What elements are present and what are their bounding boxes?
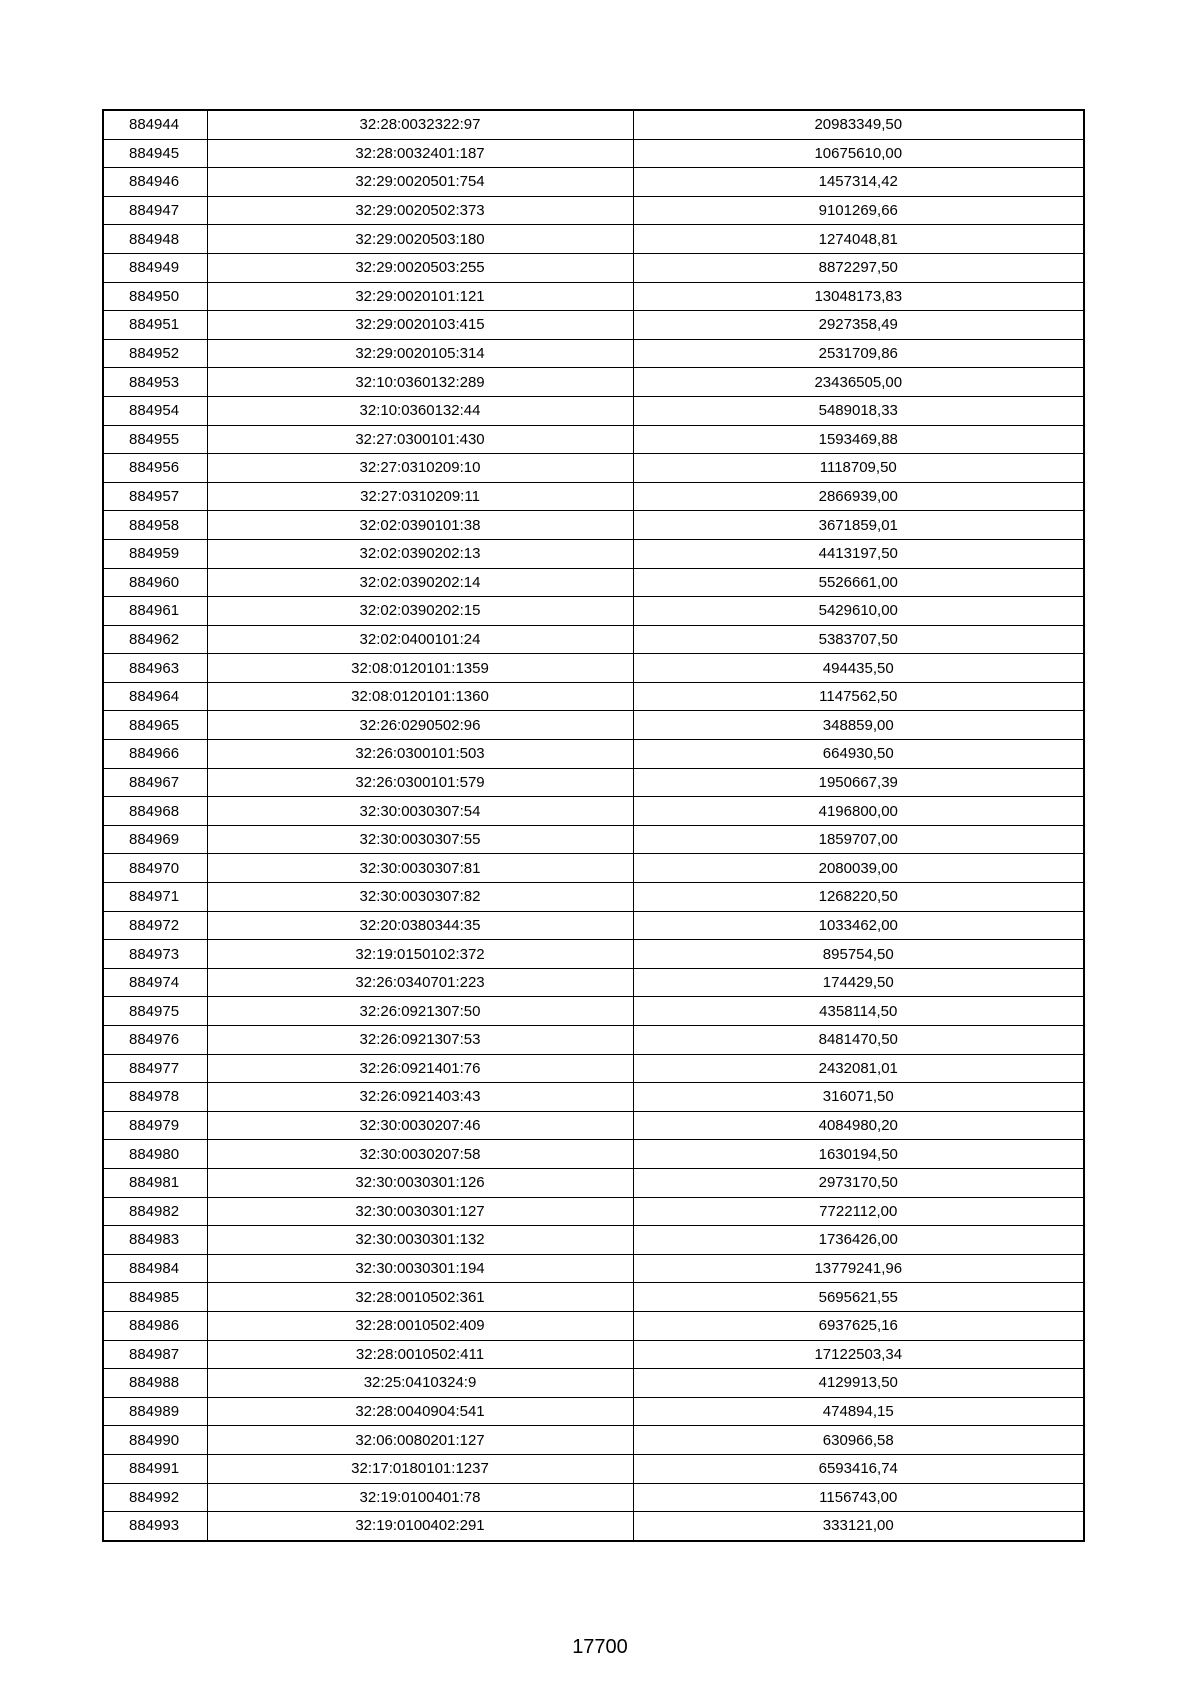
cadastral-value-cell: 20983349,50 bbox=[633, 110, 1084, 139]
cadastral-value-cell: 17122503,34 bbox=[633, 1340, 1084, 1369]
cadastral-number-cell: 32:30:0030207:46 bbox=[207, 1111, 633, 1140]
cadastral-value-cell: 13779241,96 bbox=[633, 1254, 1084, 1283]
row-number-cell: 884983 bbox=[103, 1226, 207, 1255]
table-row bbox=[103, 740, 1084, 769]
row-number-cell: 884951 bbox=[103, 311, 207, 340]
row-number-cell: 884956 bbox=[103, 454, 207, 483]
row-number-cell: 884989 bbox=[103, 1397, 207, 1426]
cadastral-number-cell: 32:26:0921307:50 bbox=[207, 997, 633, 1026]
table-row bbox=[103, 568, 1084, 597]
cadastral-value-cell: 8481470,50 bbox=[633, 1026, 1084, 1055]
cadastral-number-cell: 32:02:0390202:13 bbox=[207, 539, 633, 568]
row-number-cell: 884980 bbox=[103, 1140, 207, 1169]
cadastral-number-cell: 32:19:0150102:372 bbox=[207, 940, 633, 969]
cadastral-number-cell: 32:29:0020105:314 bbox=[207, 339, 633, 368]
row-number-cell: 884953 bbox=[103, 368, 207, 397]
table-row bbox=[103, 425, 1084, 454]
row-number-cell: 884976 bbox=[103, 1026, 207, 1055]
table-row bbox=[103, 1026, 1084, 1055]
table-row bbox=[103, 1168, 1084, 1197]
table-body bbox=[103, 110, 1084, 1541]
row-number-cell: 884978 bbox=[103, 1083, 207, 1112]
cadastral-value-cell: 5489018,33 bbox=[633, 396, 1084, 425]
cadastral-number-cell: 32:02:0390202:15 bbox=[207, 597, 633, 626]
page-number: 17700 bbox=[572, 1636, 628, 1658]
table-row bbox=[103, 797, 1084, 826]
cadastral-number-cell: 32:29:0020501:754 bbox=[207, 168, 633, 197]
cadastral-number-cell: 32:30:0030301:127 bbox=[207, 1197, 633, 1226]
table-row bbox=[103, 311, 1084, 340]
cadastral-value-cell: 1593469,88 bbox=[633, 425, 1084, 454]
table-row bbox=[103, 454, 1084, 483]
row-number-cell: 884966 bbox=[103, 740, 207, 769]
table-row bbox=[103, 854, 1084, 883]
cadastral-value-cell: 5429610,00 bbox=[633, 597, 1084, 626]
cadastral-value-cell: 6937625,16 bbox=[633, 1311, 1084, 1340]
cadastral-value-cell: 664930,50 bbox=[633, 740, 1084, 769]
row-number-cell: 884975 bbox=[103, 997, 207, 1026]
cadastral-value-cell: 630966,58 bbox=[633, 1426, 1084, 1455]
cadastral-value-cell: 1736426,00 bbox=[633, 1226, 1084, 1255]
table-row bbox=[103, 539, 1084, 568]
table-row bbox=[103, 196, 1084, 225]
table-row bbox=[103, 1283, 1084, 1312]
cadastral-value-cell: 4084980,20 bbox=[633, 1111, 1084, 1140]
cadastral-value-cell: 1457314,42 bbox=[633, 168, 1084, 197]
table-row bbox=[103, 110, 1084, 139]
row-number-cell: 884946 bbox=[103, 168, 207, 197]
cadastral-value-cell: 9101269,66 bbox=[633, 196, 1084, 225]
row-number-cell: 884985 bbox=[103, 1283, 207, 1312]
table-row bbox=[103, 968, 1084, 997]
cadastral-value-cell: 10675610,00 bbox=[633, 139, 1084, 168]
cadastral-number-cell: 32:28:0032401:187 bbox=[207, 139, 633, 168]
row-number-cell: 884950 bbox=[103, 282, 207, 311]
cadastral-value-cell: 895754,50 bbox=[633, 940, 1084, 969]
cadastral-number-cell: 32:25:0410324:9 bbox=[207, 1369, 633, 1398]
cadastral-number-cell: 32:30:0030301:194 bbox=[207, 1254, 633, 1283]
cadastral-number-cell: 32:28:0032322:97 bbox=[207, 110, 633, 139]
row-number-cell: 884973 bbox=[103, 940, 207, 969]
row-number-cell: 884949 bbox=[103, 253, 207, 282]
cadastral-number-cell: 32:26:0921401:76 bbox=[207, 1054, 633, 1083]
table-row bbox=[103, 997, 1084, 1026]
cadastral-number-cell: 32:26:0290502:96 bbox=[207, 711, 633, 740]
cadastral-value-cell: 2866939,00 bbox=[633, 482, 1084, 511]
table-row bbox=[103, 911, 1084, 940]
table-row bbox=[103, 597, 1084, 626]
row-number-cell: 884968 bbox=[103, 797, 207, 826]
row-number-cell: 884974 bbox=[103, 968, 207, 997]
cadastral-number-cell: 32:02:0390101:38 bbox=[207, 511, 633, 540]
row-number-cell: 884979 bbox=[103, 1111, 207, 1140]
row-number-cell: 884972 bbox=[103, 911, 207, 940]
cadastral-number-cell: 32:30:0030307:55 bbox=[207, 825, 633, 854]
row-number-cell: 884987 bbox=[103, 1340, 207, 1369]
row-number-cell: 884963 bbox=[103, 654, 207, 683]
cadastral-number-cell: 32:26:0300101:503 bbox=[207, 740, 633, 769]
cadastral-number-cell: 32:30:0030301:132 bbox=[207, 1226, 633, 1255]
cadastral-number-cell: 32:19:0100402:291 bbox=[207, 1512, 633, 1541]
cadastral-value-cell: 2927358,49 bbox=[633, 311, 1084, 340]
table-row bbox=[103, 1083, 1084, 1112]
cadastral-number-cell: 32:30:0030301:126 bbox=[207, 1168, 633, 1197]
table-row bbox=[103, 1197, 1084, 1226]
cadastral-number-cell: 32:30:0030307:81 bbox=[207, 854, 633, 883]
cadastral-value-cell: 2531709,86 bbox=[633, 339, 1084, 368]
table-row bbox=[103, 1311, 1084, 1340]
cadastral-value-cell: 316071,50 bbox=[633, 1083, 1084, 1112]
cadastral-value-cell: 1630194,50 bbox=[633, 1140, 1084, 1169]
table-row bbox=[103, 282, 1084, 311]
cadastral-value-cell: 1274048,81 bbox=[633, 225, 1084, 254]
table-row bbox=[103, 1483, 1084, 1512]
row-number-cell: 884954 bbox=[103, 396, 207, 425]
cadastral-value-cell: 5526661,00 bbox=[633, 568, 1084, 597]
cadastral-number-cell: 32:30:0030307:82 bbox=[207, 883, 633, 912]
table-row bbox=[103, 253, 1084, 282]
row-number-cell: 884992 bbox=[103, 1483, 207, 1512]
row-number-cell: 884957 bbox=[103, 482, 207, 511]
table-row bbox=[103, 883, 1084, 912]
row-number-cell: 884965 bbox=[103, 711, 207, 740]
cadastral-value-cell: 2080039,00 bbox=[633, 854, 1084, 883]
cadastral-value-cell: 4129913,50 bbox=[633, 1369, 1084, 1398]
cadastral-value-cell: 6593416,74 bbox=[633, 1454, 1084, 1483]
cadastral-number-cell: 32:02:0390202:14 bbox=[207, 568, 633, 597]
row-number-cell: 884971 bbox=[103, 883, 207, 912]
cadastral-number-cell: 32:29:0020503:180 bbox=[207, 225, 633, 254]
cadastral-value-table bbox=[102, 109, 1085, 1542]
cadastral-value-cell: 494435,50 bbox=[633, 654, 1084, 683]
table-row bbox=[103, 1426, 1084, 1455]
cadastral-number-cell: 32:10:0360132:289 bbox=[207, 368, 633, 397]
cadastral-value-cell: 1147562,50 bbox=[633, 682, 1084, 711]
cadastral-number-cell: 32:27:0300101:430 bbox=[207, 425, 633, 454]
cadastral-number-cell: 32:28:0040904:541 bbox=[207, 1397, 633, 1426]
row-number-cell: 884982 bbox=[103, 1197, 207, 1226]
cadastral-number-cell: 32:28:0010502:411 bbox=[207, 1340, 633, 1369]
cadastral-number-cell: 32:27:0310209:11 bbox=[207, 482, 633, 511]
cadastral-value-cell: 348859,00 bbox=[633, 711, 1084, 740]
cadastral-number-cell: 32:26:0340701:223 bbox=[207, 968, 633, 997]
table-row bbox=[103, 825, 1084, 854]
cadastral-value-cell: 2432081,01 bbox=[633, 1054, 1084, 1083]
cadastral-value-cell: 333121,00 bbox=[633, 1512, 1084, 1541]
row-number-cell: 884952 bbox=[103, 339, 207, 368]
cadastral-number-cell: 32:26:0300101:579 bbox=[207, 768, 633, 797]
table-row bbox=[103, 1254, 1084, 1283]
table-row bbox=[103, 225, 1084, 254]
cadastral-value-cell: 23436505,00 bbox=[633, 368, 1084, 397]
row-number-cell: 884991 bbox=[103, 1454, 207, 1483]
cadastral-number-cell: 32:29:0020101:121 bbox=[207, 282, 633, 311]
cadastral-value-cell: 1859707,00 bbox=[633, 825, 1084, 854]
cadastral-value-cell: 1268220,50 bbox=[633, 883, 1084, 912]
cadastral-number-cell: 32:30:0030207:58 bbox=[207, 1140, 633, 1169]
cadastral-value-cell: 7722112,00 bbox=[633, 1197, 1084, 1226]
row-number-cell: 884948 bbox=[103, 225, 207, 254]
row-number-cell: 884986 bbox=[103, 1311, 207, 1340]
row-number-cell: 884981 bbox=[103, 1168, 207, 1197]
table-row bbox=[103, 1454, 1084, 1483]
table-row bbox=[103, 339, 1084, 368]
cadastral-number-cell: 32:02:0400101:24 bbox=[207, 625, 633, 654]
cadastral-value-cell: 1156743,00 bbox=[633, 1483, 1084, 1512]
cadastral-number-cell: 32:17:0180101:1237 bbox=[207, 1454, 633, 1483]
cadastral-number-cell: 32:10:0360132:44 bbox=[207, 396, 633, 425]
cadastral-value-cell: 474894,15 bbox=[633, 1397, 1084, 1426]
cadastral-value-cell: 1118709,50 bbox=[633, 454, 1084, 483]
table-row bbox=[103, 139, 1084, 168]
cadastral-number-cell: 32:26:0921403:43 bbox=[207, 1083, 633, 1112]
cadastral-number-cell: 32:29:0020502:373 bbox=[207, 196, 633, 225]
table-row bbox=[103, 482, 1084, 511]
row-number-cell: 884947 bbox=[103, 196, 207, 225]
table-row bbox=[103, 682, 1084, 711]
table-row bbox=[103, 396, 1084, 425]
row-number-cell: 884959 bbox=[103, 539, 207, 568]
row-number-cell: 884977 bbox=[103, 1054, 207, 1083]
row-number-cell: 884964 bbox=[103, 682, 207, 711]
row-number-cell: 884993 bbox=[103, 1512, 207, 1541]
cadastral-number-cell: 32:26:0921307:53 bbox=[207, 1026, 633, 1055]
cadastral-value-cell: 8872297,50 bbox=[633, 253, 1084, 282]
cadastral-number-cell: 32:08:0120101:1360 bbox=[207, 682, 633, 711]
table-row bbox=[103, 625, 1084, 654]
cadastral-value-cell: 1950667,39 bbox=[633, 768, 1084, 797]
cadastral-value-cell: 2973170,50 bbox=[633, 1168, 1084, 1197]
cadastral-value-cell: 4413197,50 bbox=[633, 539, 1084, 568]
table-row bbox=[103, 1140, 1084, 1169]
table-row bbox=[103, 940, 1084, 969]
table-row bbox=[103, 1054, 1084, 1083]
table-row bbox=[103, 511, 1084, 540]
table-row bbox=[103, 654, 1084, 683]
table-row bbox=[103, 711, 1084, 740]
cadastral-value-cell: 1033462,00 bbox=[633, 911, 1084, 940]
cadastral-value-cell: 3671859,01 bbox=[633, 511, 1084, 540]
cadastral-number-cell: 32:28:0010502:361 bbox=[207, 1283, 633, 1312]
cadastral-number-cell: 32:29:0020103:415 bbox=[207, 311, 633, 340]
row-number-cell: 884958 bbox=[103, 511, 207, 540]
table-row bbox=[103, 768, 1084, 797]
row-number-cell: 884988 bbox=[103, 1369, 207, 1398]
cadastral-number-cell: 32:19:0100401:78 bbox=[207, 1483, 633, 1512]
table-row bbox=[103, 168, 1084, 197]
row-number-cell: 884970 bbox=[103, 854, 207, 883]
row-number-cell: 884961 bbox=[103, 597, 207, 626]
cadastral-number-cell: 32:29:0020503:255 bbox=[207, 253, 633, 282]
row-number-cell: 884955 bbox=[103, 425, 207, 454]
cadastral-number-cell: 32:30:0030307:54 bbox=[207, 797, 633, 826]
cadastral-number-cell: 32:28:0010502:409 bbox=[207, 1311, 633, 1340]
cadastral-number-cell: 32:08:0120101:1359 bbox=[207, 654, 633, 683]
table-row bbox=[103, 1369, 1084, 1398]
table-row bbox=[103, 1512, 1084, 1541]
row-number-cell: 884945 bbox=[103, 139, 207, 168]
cadastral-number-cell: 32:06:0080201:127 bbox=[207, 1426, 633, 1455]
cadastral-value-cell: 13048173,83 bbox=[633, 282, 1084, 311]
row-number-cell: 884962 bbox=[103, 625, 207, 654]
cadastral-value-cell: 4358114,50 bbox=[633, 997, 1084, 1026]
row-number-cell: 884984 bbox=[103, 1254, 207, 1283]
row-number-cell: 884967 bbox=[103, 768, 207, 797]
cadastral-number-cell: 32:27:0310209:10 bbox=[207, 454, 633, 483]
row-number-cell: 884944 bbox=[103, 110, 207, 139]
row-number-cell: 884969 bbox=[103, 825, 207, 854]
cadastral-number-cell: 32:20:0380344:35 bbox=[207, 911, 633, 940]
table-row bbox=[103, 1111, 1084, 1140]
table-row bbox=[103, 1340, 1084, 1369]
cadastral-value-cell: 174429,50 bbox=[633, 968, 1084, 997]
table-row bbox=[103, 1397, 1084, 1426]
cadastral-value-cell: 5383707,50 bbox=[633, 625, 1084, 654]
cadastral-value-cell: 4196800,00 bbox=[633, 797, 1084, 826]
table-row bbox=[103, 368, 1084, 397]
cadastral-value-cell: 5695621,55 bbox=[633, 1283, 1084, 1312]
row-number-cell: 884960 bbox=[103, 568, 207, 597]
table-row bbox=[103, 1226, 1084, 1255]
row-number-cell: 884990 bbox=[103, 1426, 207, 1455]
